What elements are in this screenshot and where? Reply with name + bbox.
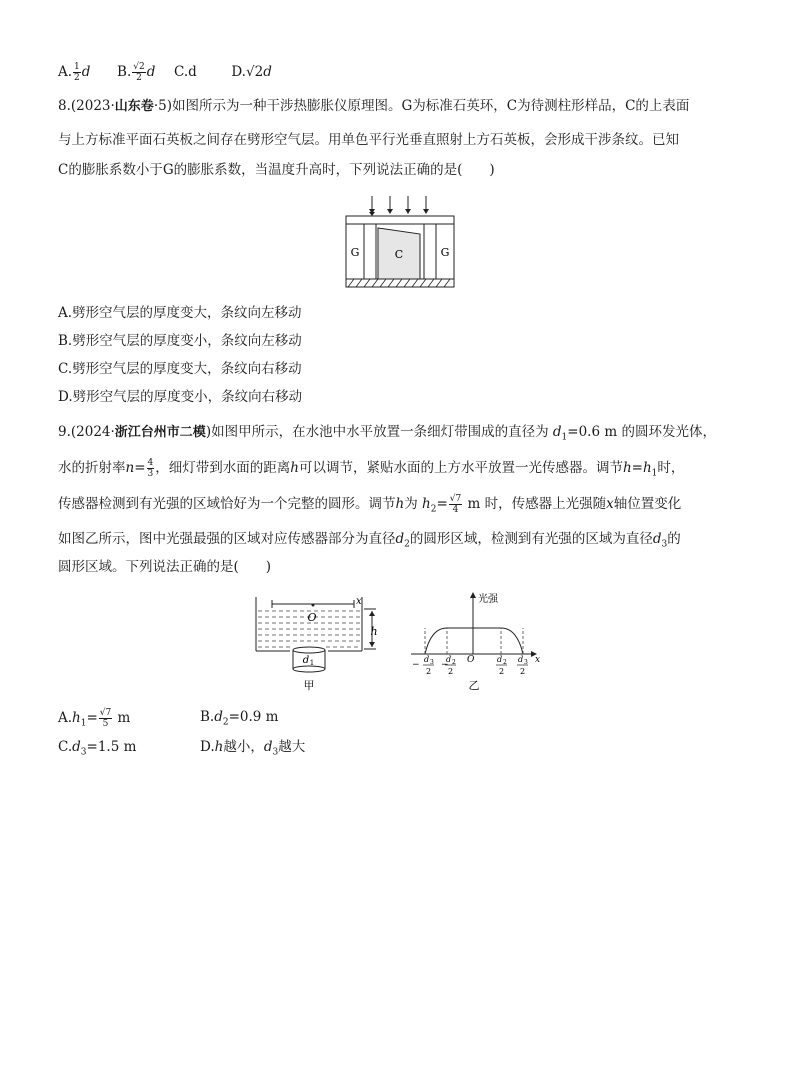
q9-line4-b: 的圆形区域，检测到有光强的区域为直径 — [409, 531, 653, 547]
q8-source: 山东卷 — [114, 99, 154, 114]
q7-a-den: 2 — [74, 73, 80, 83]
q8-option-a[interactable]: A.劈形空气层的厚度变大，条纹向左移动 — [58, 305, 302, 321]
yi-tick-den: 2 — [499, 667, 505, 676]
q9-n-den: 3 — [147, 469, 154, 479]
yi-tick-den: 2 — [448, 667, 454, 676]
q9-stem-line1 — [58, 423, 716, 447]
q9-h2-fraction — [449, 494, 462, 515]
q9-a-unit: m — [113, 710, 131, 726]
q9-h1-sub: 1 — [651, 468, 658, 479]
q8-line1-text: 如图所示为一种干涉热膨胀仪原理图。G为标准石英环，C为待测柱形样品，C的上表面 — [171, 98, 690, 114]
q7-b-var: d — [146, 64, 156, 80]
arrow-head — [369, 209, 375, 214]
yi-tick-d2: d — [446, 655, 452, 664]
yi-tick-d3: d — [424, 655, 430, 664]
q7-d-sqrt: √2 — [245, 64, 264, 80]
q8-dilatometer-figure — [340, 192, 460, 294]
q9-figure-jia — [250, 595, 385, 695]
q9-option-b[interactable] — [200, 708, 278, 732]
q9-number: 9.(2024· — [58, 424, 115, 440]
q7-b-num: √2 — [133, 62, 145, 72]
q7-b-prefix: B. — [117, 64, 132, 80]
q9-line3-a: 传感器检测到有光强的区域恰好为一个完整的圆形。调节 — [58, 496, 396, 512]
jia-label-d-sub: 1 — [309, 659, 315, 667]
q9-stem-line5: 圆形区域。下列说法正确的是( ) — [58, 559, 272, 575]
q7-option-a — [58, 62, 95, 83]
q9-figure-yi — [405, 590, 550, 695]
yi-label-o: O — [467, 655, 475, 665]
q9-line4-var: d — [395, 531, 405, 547]
q9-n-num: 4 — [147, 458, 154, 468]
label-g-left: G — [350, 246, 360, 259]
q9-line2-d: 时， — [657, 460, 685, 476]
q9-line2-c: 可以调节，紧贴水面的上方水平放置一光传感器。调节 — [298, 460, 623, 476]
q9-line3-c: m 时，传感器上光强随 — [463, 496, 607, 512]
q9-a-var: h — [72, 710, 81, 726]
q8-option-b[interactable]: B.劈形空气层的厚度变小，条纹向左移动 — [58, 333, 302, 349]
q9-line1-a: 如图甲所示，在水池中水平放置一条细灯带围成的直径为 — [211, 424, 553, 440]
q9-stem-line3 — [58, 494, 681, 519]
intensity-curve — [425, 628, 523, 654]
q8-stem-line3: C的膨胀系数小于G的膨胀系数，当温度升高时，下列说法正确的是( ) — [58, 162, 495, 178]
q7-b-fraction — [132, 62, 145, 83]
yi-tick-d3-sub: 3 — [524, 659, 528, 666]
q9-line2-a: 水的折射率 — [58, 460, 126, 476]
q9-stem-line4 — [58, 530, 681, 554]
g-ring-right-inner — [424, 224, 436, 279]
q9-b-prefix: B. — [200, 709, 215, 725]
q7-a-prefix: A. — [58, 64, 73, 80]
q9-option-a[interactable] — [58, 708, 130, 733]
q9-b-var: d — [214, 709, 223, 725]
q9-line1-b: =0.6 m 的圆环发光体， — [567, 424, 716, 440]
q8-number: 8.(2023· — [58, 98, 115, 114]
q9-d-end: 越大 — [278, 739, 306, 755]
q9-eq2: = — [631, 460, 643, 476]
q7-d-var: d — [263, 64, 272, 80]
q9-h-var: h — [290, 460, 299, 476]
q9-option-d[interactable] — [200, 738, 305, 762]
q9-source: 浙江台州市二模 — [114, 425, 206, 440]
q9-line1-var: d — [552, 424, 562, 440]
label-g-right: G — [440, 246, 450, 259]
q9-line1-sub: 1 — [561, 432, 568, 443]
q7-options — [58, 62, 272, 83]
yi-caption: 乙 — [468, 679, 480, 692]
jia-label-x: x — [356, 596, 362, 607]
yi-tick-d2-sub: 2 — [452, 659, 456, 666]
q7-a-var: d — [81, 64, 91, 80]
arrow-head — [423, 209, 429, 214]
q9-a-num: √7 — [99, 708, 112, 718]
yi-tick-d2-sub: 2 — [503, 659, 507, 666]
label-c: C — [394, 248, 404, 261]
q9-number-end: ) — [205, 424, 212, 440]
jia-label-d: d — [302, 655, 310, 666]
q9-c-var: d — [72, 739, 81, 755]
q7-a-num: 1 — [74, 62, 80, 72]
q9-h-var2: h — [622, 460, 632, 476]
yi-label-x: x — [535, 655, 541, 665]
q9-a-sub: 1 — [80, 718, 87, 729]
q9-d-mid: 越小， — [223, 739, 264, 755]
q8-number-end: ·5) — [153, 98, 172, 114]
q9-b-rest: =0.9 m — [228, 709, 279, 725]
jia-caption: 甲 — [303, 679, 315, 692]
q9-line4-c: 的 — [667, 531, 681, 547]
q7-option-d — [231, 64, 272, 80]
arrow-head — [405, 209, 411, 214]
arrow-head — [387, 209, 393, 214]
q9-h2-var: h — [422, 496, 431, 512]
q8-option-c[interactable]: C.劈形空气层的厚度变大，条纹向右移动 — [58, 361, 302, 377]
q9-a-prefix: A. — [58, 710, 73, 726]
jia-label-o: O — [307, 611, 317, 624]
q9-b-sub: 2 — [222, 717, 229, 728]
q7-option-c: C.d — [173, 64, 197, 80]
q9-h2-eq: = — [436, 496, 448, 512]
q9-h2-num: √7 — [449, 494, 462, 504]
yi-tick-d3-sub: 3 — [430, 659, 434, 666]
yi-tick-d2: d — [497, 655, 503, 664]
yi-tick-den: 2 — [520, 667, 526, 676]
q9-a-den: 5 — [102, 719, 109, 729]
q9-c-rest: =1.5 m — [86, 739, 137, 755]
top-quartz-plate — [346, 216, 454, 224]
q9-h1-var: h — [642, 460, 652, 476]
q9-d-sub2: 3 — [272, 747, 279, 758]
q9-line3-h: h — [395, 496, 405, 512]
q7-b-den: 2 — [136, 73, 142, 83]
q7-a-fraction — [73, 62, 81, 83]
q9-a-fraction — [99, 708, 112, 729]
q9-line2-b: ，细灯带到水面的距离 — [155, 460, 291, 476]
yi-tick-minus: − — [412, 660, 420, 670]
q9-line3-x: x — [606, 496, 614, 512]
yi-tick-minus: − — [441, 660, 449, 670]
q8-option-d[interactable]: D.劈形空气层的厚度变小，条纹向右移动 — [58, 389, 303, 405]
base-plate — [346, 279, 454, 287]
yi-tick-d3: d — [518, 655, 524, 664]
q9-d-prefix: D. — [200, 739, 215, 755]
q9-option-c[interactable] — [58, 738, 136, 762]
q9-line4-sub2: 3 — [661, 539, 668, 550]
q9-h2-sub: 2 — [430, 504, 437, 515]
yi-tick-den: 2 — [426, 667, 432, 676]
q9-d-var: h — [214, 739, 224, 755]
g-ring-left-inner — [364, 224, 376, 279]
q9-line4-sub: 2 — [404, 539, 410, 550]
q7-d-prefix: D. — [231, 64, 246, 80]
yi-label-intensity: 光强 — [478, 594, 498, 605]
q9-n-fraction — [147, 458, 155, 479]
q9-d-var2: d — [263, 739, 273, 755]
q9-line4-var2: d — [652, 531, 662, 547]
q9-eq: = — [134, 460, 146, 476]
q9-h2-den: 4 — [452, 505, 459, 515]
q8-stem-line1 — [58, 97, 689, 116]
q9-c-prefix: C. — [58, 739, 73, 755]
q8-stem-line2: 与上方标准平面石英板之间存在劈形空气层。用单色平行光垂直照射上方石英板，会形成干涉条纹。已知 — [58, 132, 679, 148]
q9-n-var: n — [125, 460, 135, 476]
q9-c-sub: 3 — [80, 747, 87, 758]
q9-line4-a: 如图乙所示，图中光强最强的区域对应传感器部分为直径 — [58, 531, 396, 547]
q7-option-b — [117, 62, 160, 83]
q9-line3-d: 轴位置变化 — [613, 496, 682, 512]
q9-a-eq: = — [86, 710, 98, 726]
q9-line3-b: 为 — [404, 496, 422, 512]
jia-label-h: h — [370, 625, 378, 638]
q9-stem-line2 — [58, 458, 684, 483]
